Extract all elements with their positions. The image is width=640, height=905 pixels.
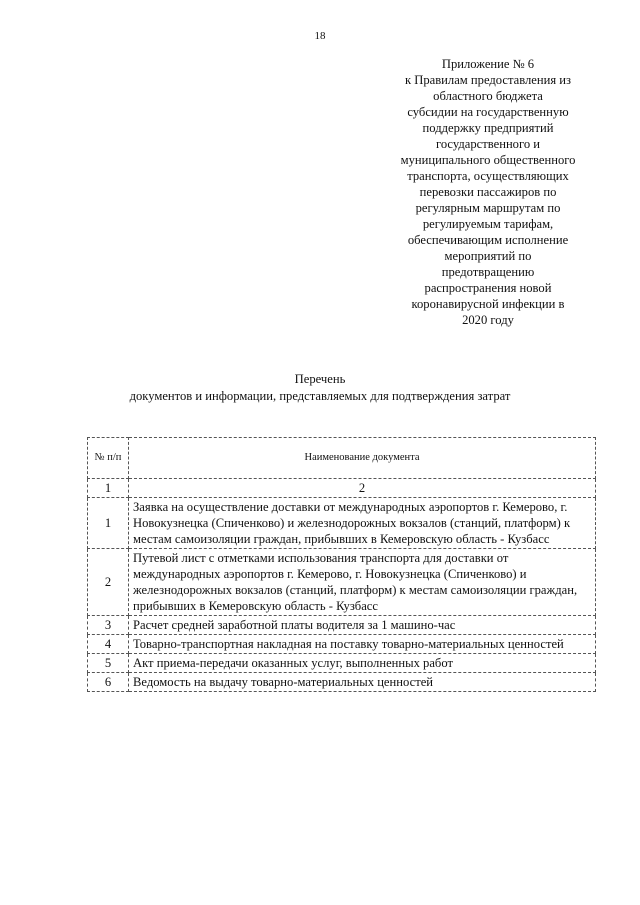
table-row <box>88 498 596 549</box>
appendix-line: областного бюджета <box>433 89 543 103</box>
list-title: Перечень <box>294 372 346 386</box>
appendix-line: обеспечивающим исполнение <box>407 233 569 247</box>
row-number: 3 <box>88 616 129 635</box>
row-document-name: Акт приема-передачи оказанных услуг, выполненных работ <box>129 654 596 673</box>
row-document-name: Ведомость на выдачу товарно-материальных ценностей <box>129 673 596 692</box>
appendix-line: коронавирусной инфекции в <box>411 297 565 311</box>
appendix-header <box>378 56 598 328</box>
appendix-line: транспорта, осуществляющих <box>407 169 569 183</box>
column-header-document-name: Наименование документа <box>129 438 596 479</box>
row-number: 2 <box>88 549 129 616</box>
row-document-name: Заявка на осуществление доставки от международных аэропортов г. Кемерово, г. Новокузнецка (Спиченково) и железнодорожных вокзалов (станций, платформ) к местам самоизоляции граждан, прибывших в Кемеровскую область - Кузбасс <box>129 498 596 549</box>
row-number: 5 <box>88 654 129 673</box>
row-document-name: Расчет средней заработной платы водителя за 1 машино-час <box>129 616 596 635</box>
appendix-line: к Правилам предоставления из <box>404 73 572 87</box>
table-header-row <box>88 438 596 479</box>
table-row <box>88 673 596 692</box>
appendix-line: поддержку предприятий <box>422 121 554 135</box>
list-subtitle: документов и информации, представляемых для подтверждения затрат <box>129 389 511 403</box>
column-index-number: 1 <box>88 479 129 498</box>
row-number: 1 <box>88 498 129 549</box>
column-index-row <box>88 479 596 498</box>
appendix-line: предотвращению <box>441 265 535 279</box>
appendix-line: Приложение № 6 <box>441 57 535 71</box>
documents-table <box>87 437 596 692</box>
appendix-line: муниципального общественного <box>400 153 576 167</box>
column-index-name: 2 <box>129 479 596 498</box>
appendix-line: регулируемым тарифам, <box>422 217 554 231</box>
table-row <box>88 654 596 673</box>
appendix-line: субсидии на государственную <box>407 105 569 119</box>
appendix-line: распространения новой <box>424 281 552 295</box>
row-document-name: Товарно-транспортная накладная на поставку товарно-материальных ценностей <box>129 635 596 654</box>
row-number: 6 <box>88 673 129 692</box>
column-header-number: № п/п <box>88 438 129 479</box>
row-document-name: Путевой лист с отметками использования транспорта для доставки от международных аэропортов г. Кемерово, г. Новокузнецка (Спиченково) и железнодорожных вокзалов (станций, платформ) к местам самоизоляции граждан, прибывших в Кемеровскую область - Кузбасс <box>129 549 596 616</box>
table-row <box>88 616 596 635</box>
page-number: 18 <box>314 30 326 42</box>
appendix-line: государственного и <box>435 137 541 151</box>
appendix-line: регулярным маршрутам по <box>415 201 561 215</box>
table-row <box>88 549 596 616</box>
appendix-line: мероприятий по <box>444 249 532 263</box>
row-number: 4 <box>88 635 129 654</box>
appendix-line: перевозки пассажиров по <box>419 185 557 199</box>
table-row <box>88 635 596 654</box>
appendix-line: 2020 году <box>462 313 514 327</box>
